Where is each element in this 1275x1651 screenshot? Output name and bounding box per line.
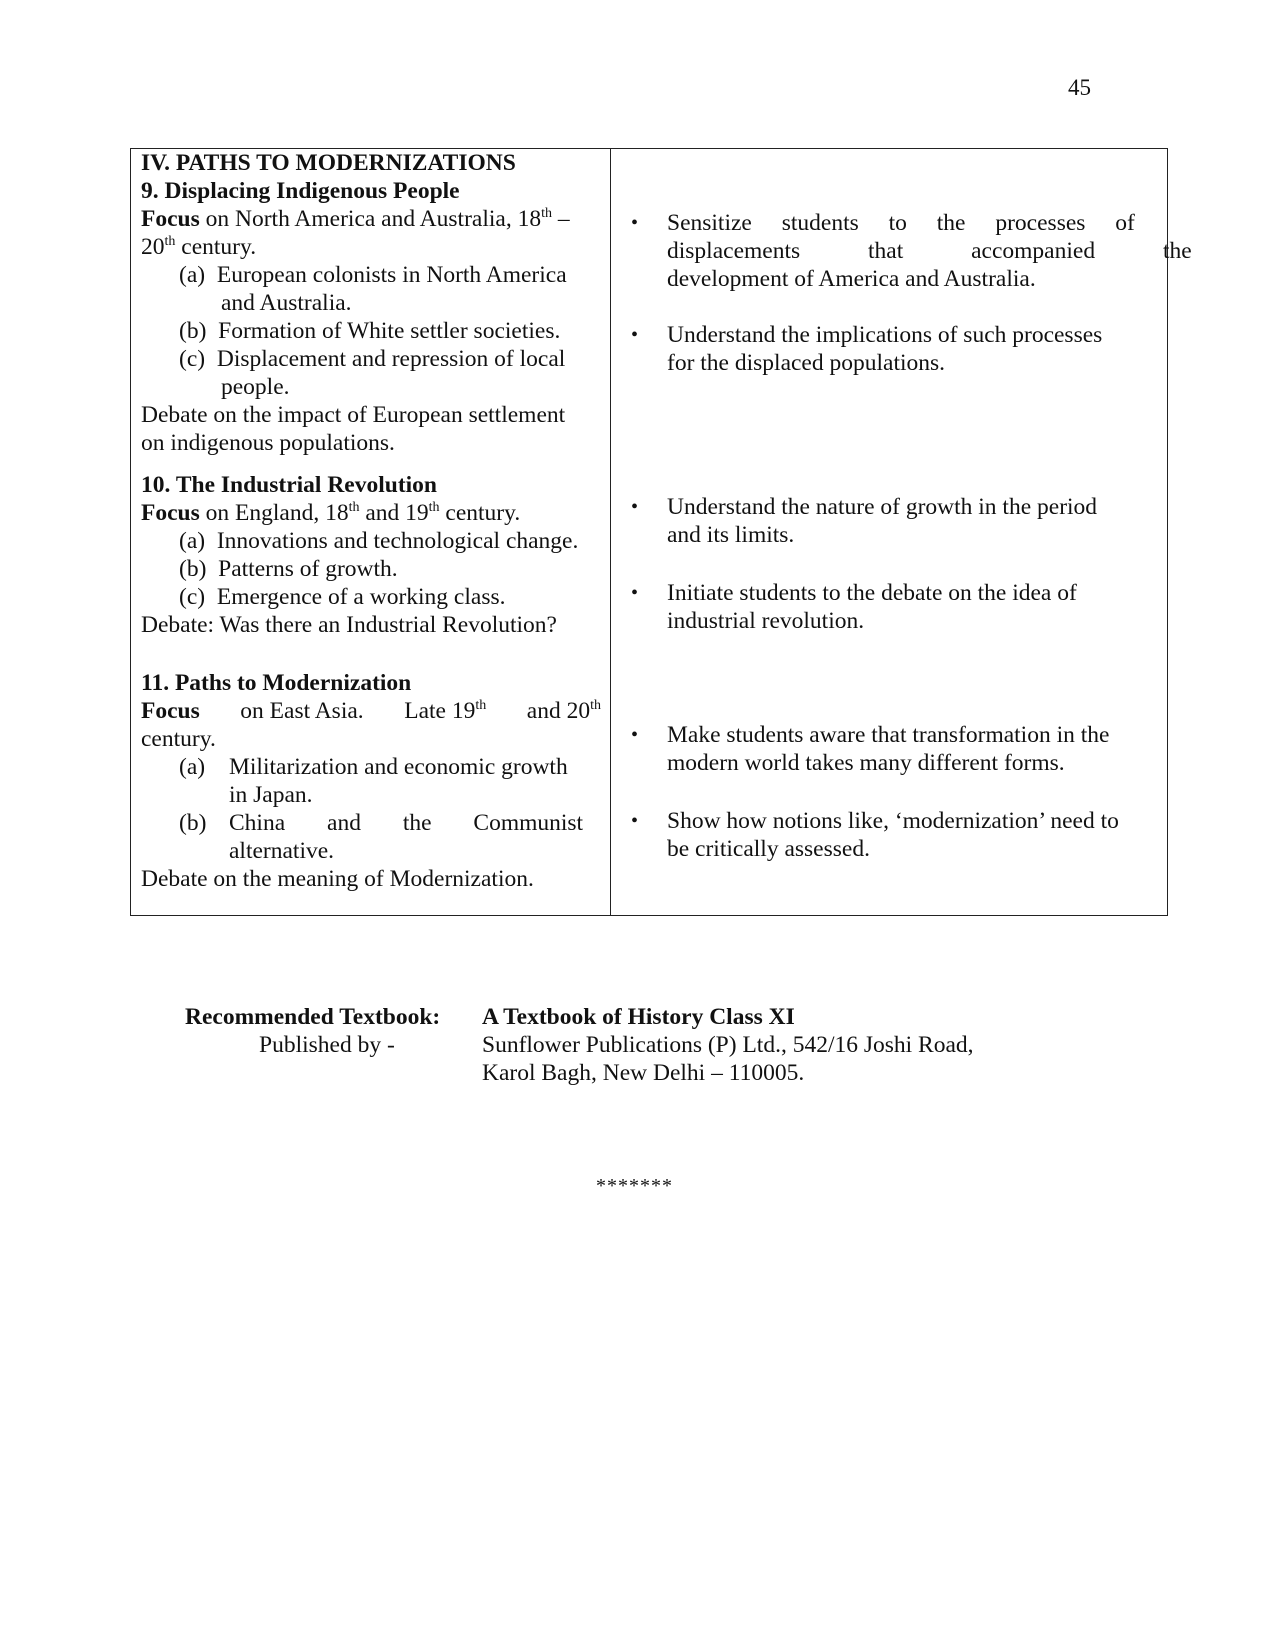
debate-text: Debate: Was there an Industrial Revolution?	[141, 612, 557, 638]
end-mark: *******	[596, 1175, 673, 1197]
syllabus-table	[130, 148, 1192, 916]
publisher-address: Sunflower Publications (P) Ltd., 542/16 Joshi Road,	[482, 1032, 974, 1058]
list-item: (c) Displacement and repression of local people.	[179, 346, 566, 400]
page-number: 45	[1068, 75, 1091, 100]
topic-list	[141, 261, 601, 401]
focus-line-2: 20th century.	[141, 234, 257, 260]
topic-list	[141, 527, 601, 611]
objective-item: • Sensitize students to the processes of displacements that accompanied the development of America and Australia.	[631, 210, 1192, 292]
debate-text: on indigenous populations.	[141, 430, 395, 456]
section-9	[141, 149, 601, 457]
debate-text: Debate on the meaning of Modernization.	[141, 866, 534, 892]
list-item: (b) China and the Communist alternative.	[179, 810, 584, 864]
publisher-address: Karol Bagh, New Delhi – 110005.	[482, 1060, 805, 1086]
debate-text: Debate on the impact of European settlement	[141, 402, 566, 428]
objective-item: • Show how notions like, ‘modernization’ need to be critically assessed.	[631, 808, 1119, 862]
unit-heading: IV. PATHS TO MODERNIZATIONS	[141, 150, 516, 176]
recommended-label: Recommended Textbook:	[185, 1004, 441, 1030]
list-item: (a) European colonists in North America and Australia.	[179, 262, 567, 316]
objective-item: • Initiate students to the debate on the idea of industrial revolution.	[631, 580, 1077, 634]
list-item: (b) Patterns of growth.	[179, 556, 398, 582]
section-title: 11. Paths to Modernization	[141, 670, 412, 696]
textbook-title: A Textbook of History Class XI	[482, 1004, 795, 1030]
objective-item: • Make students aware that transformation in the modern world takes many different forms.	[631, 722, 1110, 776]
focus-line: Focus on England, 18th and 19th century.	[141, 500, 521, 526]
list-item: (a) Innovations and technological change.	[179, 528, 579, 554]
topic-list	[141, 753, 601, 865]
section-11	[141, 669, 601, 893]
focus-line: Focus on North America and Australia, 18th –	[141, 206, 570, 232]
list-item: (a) Militarization and economic growth in Japan.	[179, 754, 568, 808]
section-title: 9. Displacing Indigenous People	[141, 178, 460, 204]
section-title: 10. The Industrial Revolution	[141, 472, 437, 498]
bullet-icon: •	[631, 582, 639, 604]
focus-line: Focus on East Asia. Late 19th and 20th	[141, 698, 601, 724]
objective-item: • Understand the implications of such processes for the displaced populations.	[631, 322, 1103, 376]
bullet-icon: •	[631, 810, 639, 832]
bullet-icon: •	[631, 724, 639, 746]
list-item: (c) Emergence of a working class.	[179, 584, 506, 610]
bullet-icon: •	[631, 212, 639, 234]
list-item: (b) Formation of White settler societies.	[179, 318, 561, 344]
bullet-icon: •	[631, 496, 639, 518]
section-10	[141, 471, 601, 639]
published-by-label: Published by -	[259, 1032, 395, 1058]
column-divider	[610, 149, 611, 915]
focus-line-2: century.	[141, 726, 216, 752]
bullet-icon: •	[631, 324, 639, 346]
objective-item: • Understand the nature of growth in the period and its limits.	[631, 494, 1098, 548]
